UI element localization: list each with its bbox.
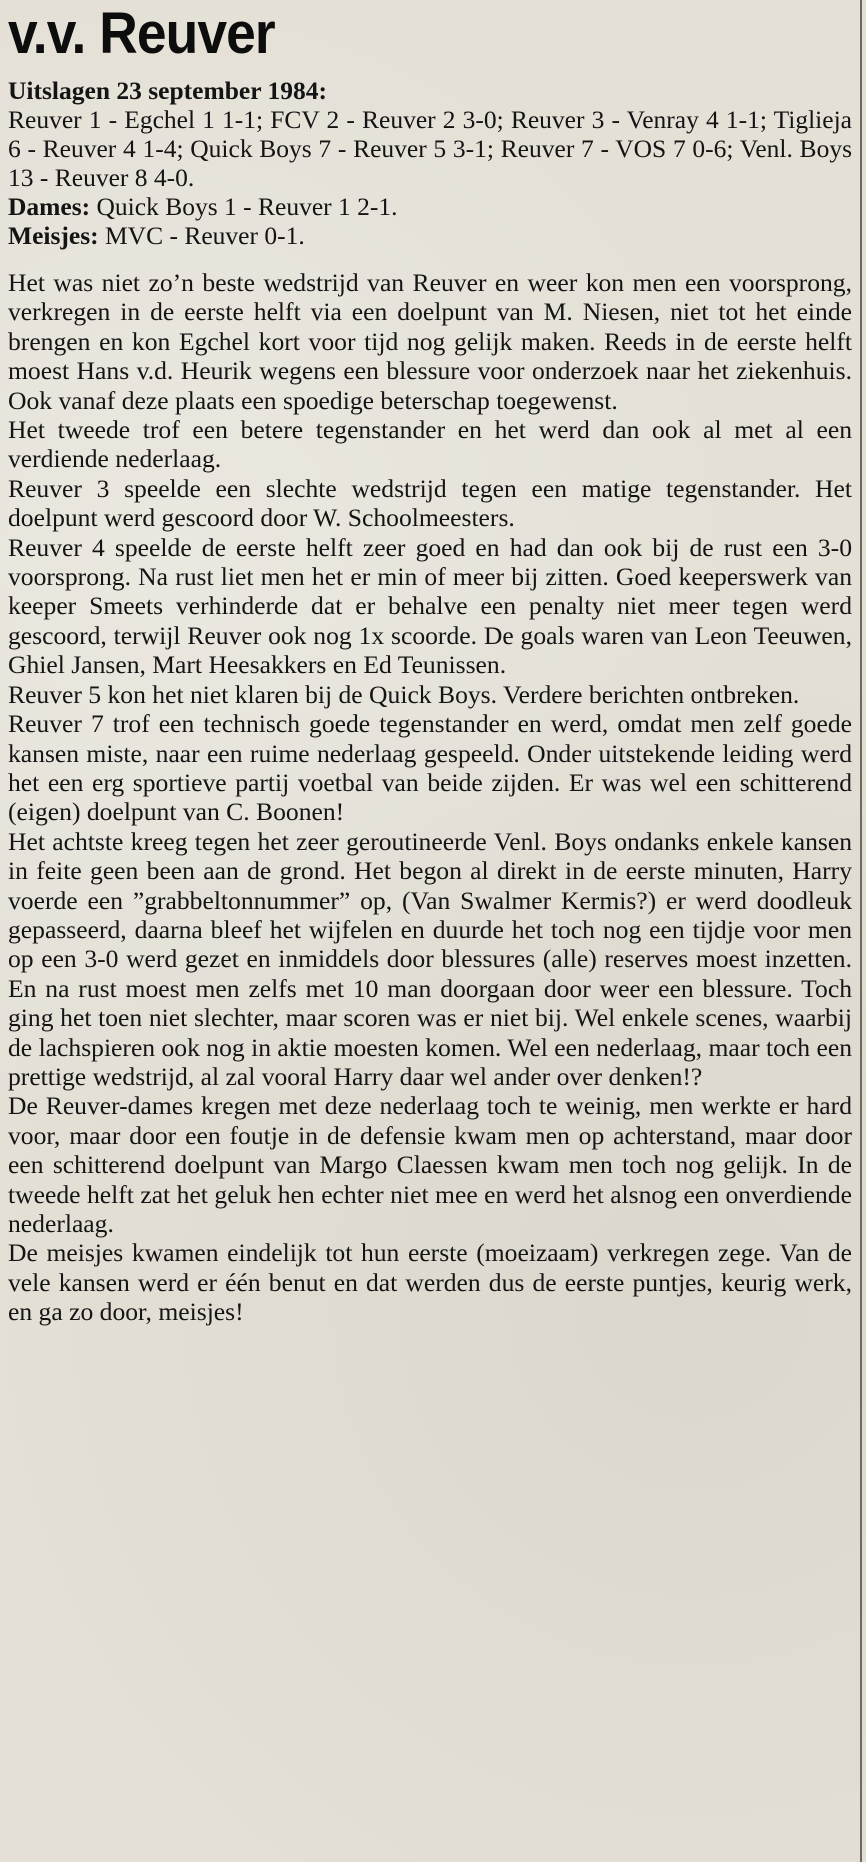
column-rule <box>860 0 862 1862</box>
paragraph-reuver-8: Het achtste kreeg tegen het zeer geroutineerde Venl. Boys ondanks enkele kansen in feite geen been aan de grond. Het begon al direkt in de eerste minuten, Harry voerde een ”grabbeltonnummer” op, (Van Swalmer Kermis?) er werd doodleuk gepasseerd, daarna bleef het wijfelen en duurde het toch nog een tijdje voor men op een 3-0 werd gezet en inmiddels door blessures (alle) reserves moest inzetten. En na rust moest men zelfs met 10 man doorgaan door weer een blessure. Toch ging het toen niet slechter, maar scoren was er niet bij. Wel enkele scenes, waarbij de lachspieren ook nog in aktie moesten komen. Wel een nederlaag, maar toch een prettige wedstrijd, al zal vooral Harry daar wel ander over denken!? <box>8 826 852 1091</box>
results-men: Reuver 1 - Egchel 1 1-1; FCV 2 - Reuver 2 3-0; Reuver 3 - Venray 4 1-1; Tiglieja 6 - Reuver 4 1-4; Quick Boys 7 - Reuver 5 3-1; Reuver 7 - VOS 7 0-6; Venl. Boys 13 - Reuver 8 4-0. <box>8 105 852 192</box>
paragraph-reuver-3: Reuver 3 speelde een slechte wedstrijd tegen een matige tegenstander. Het doelpunt werd gescoord door W. Schoolmeesters. <box>8 473 852 533</box>
results-meisjes <box>8 221 852 250</box>
paragraph-reuver-4: Reuver 4 speelde de eerste helft zeer goed en had dan ook bij de rust een 3-0 voorsprong. Na rust liet men het er min of meer bij zitten. Goed keeperswerk van keeper Smeets verhinderde dat er behalve een penalty niet meer tegen werd gescoord, terwijl Reuver ook nog 1x scoorde. De goals waren van Leon Teeuwen, Ghiel Jansen, Mart Heesakkers en Ed Teunissen. <box>8 532 852 680</box>
paragraph-reuver-1: Het was niet zo’n beste wedstrijd van Reuver en weer kon men een voorsprong, verkregen in de eerste helft via een doelpunt van M. Niesen, niet tot het einde brengen en kon Egchel kort voor tijd nog gelijk maken. Reeds in de eerste helft moest Hans v.d. Heurik wegens een blessure voor onderzoek naar het ziekenhuis. Ook vanaf deze plaats een spoedige beterschap toegewenst. <box>8 268 852 415</box>
meisjes-label: Meisjes: <box>8 221 99 250</box>
paragraph-reuver-5: Reuver 5 kon het niet klaren bij de Quick Boys. Verdere berichten ontbreken. <box>8 679 800 709</box>
headline: v.v. Reuver <box>8 1 275 66</box>
paragraph-meisjes: De meisjes kwamen eindelijk tot hun eerste (moeizaam) verkregen zege. Van de vele kansen werd er één benut en dat werden dus de eerste puntjes, keurig werk, en ga zo door, meisjes! <box>8 1238 852 1327</box>
results-block <box>8 76 852 250</box>
paragraph-reuver-2: Het tweede trof een betere tegenstander en het werd dan ook al met al een verdiende nederlaag. <box>8 415 852 474</box>
paragraph-dames: De Reuver-dames kregen met deze nederlaag toch te weinig, men werkte er hard voor, maar door een foutje in de defensie kwam men op achterstand, maar door een schitterend doelpunt van Margo Claessen kwam men toch nog gelijk. In de tweede helft zat het geluk hen echter niet mee en werd het alsnog een onverdiende nederlaag. <box>8 1091 852 1238</box>
results-dames <box>8 192 852 221</box>
meisjes-result: MVC - Reuver 0-1. <box>105 221 305 250</box>
dames-result: Quick Boys 1 - Reuver 1 2-1. <box>96 192 398 221</box>
paragraph-reuver-7: Reuver 7 trof een technisch goede tegenstander en werd, omdat men zelf goede kansen miste, naar een ruime nederlaag gespeeld. Onder uitstekende leiding werd het een erg sportieve partij voetbal van beide zijden. Er was wel een schitterend (eigen) doelpunt van C. Boonen! <box>8 709 852 827</box>
results-date-heading: Uitslagen 23 september 1984: <box>8 76 327 105</box>
article-body <box>8 268 852 1327</box>
dames-label: Dames: <box>8 192 91 221</box>
